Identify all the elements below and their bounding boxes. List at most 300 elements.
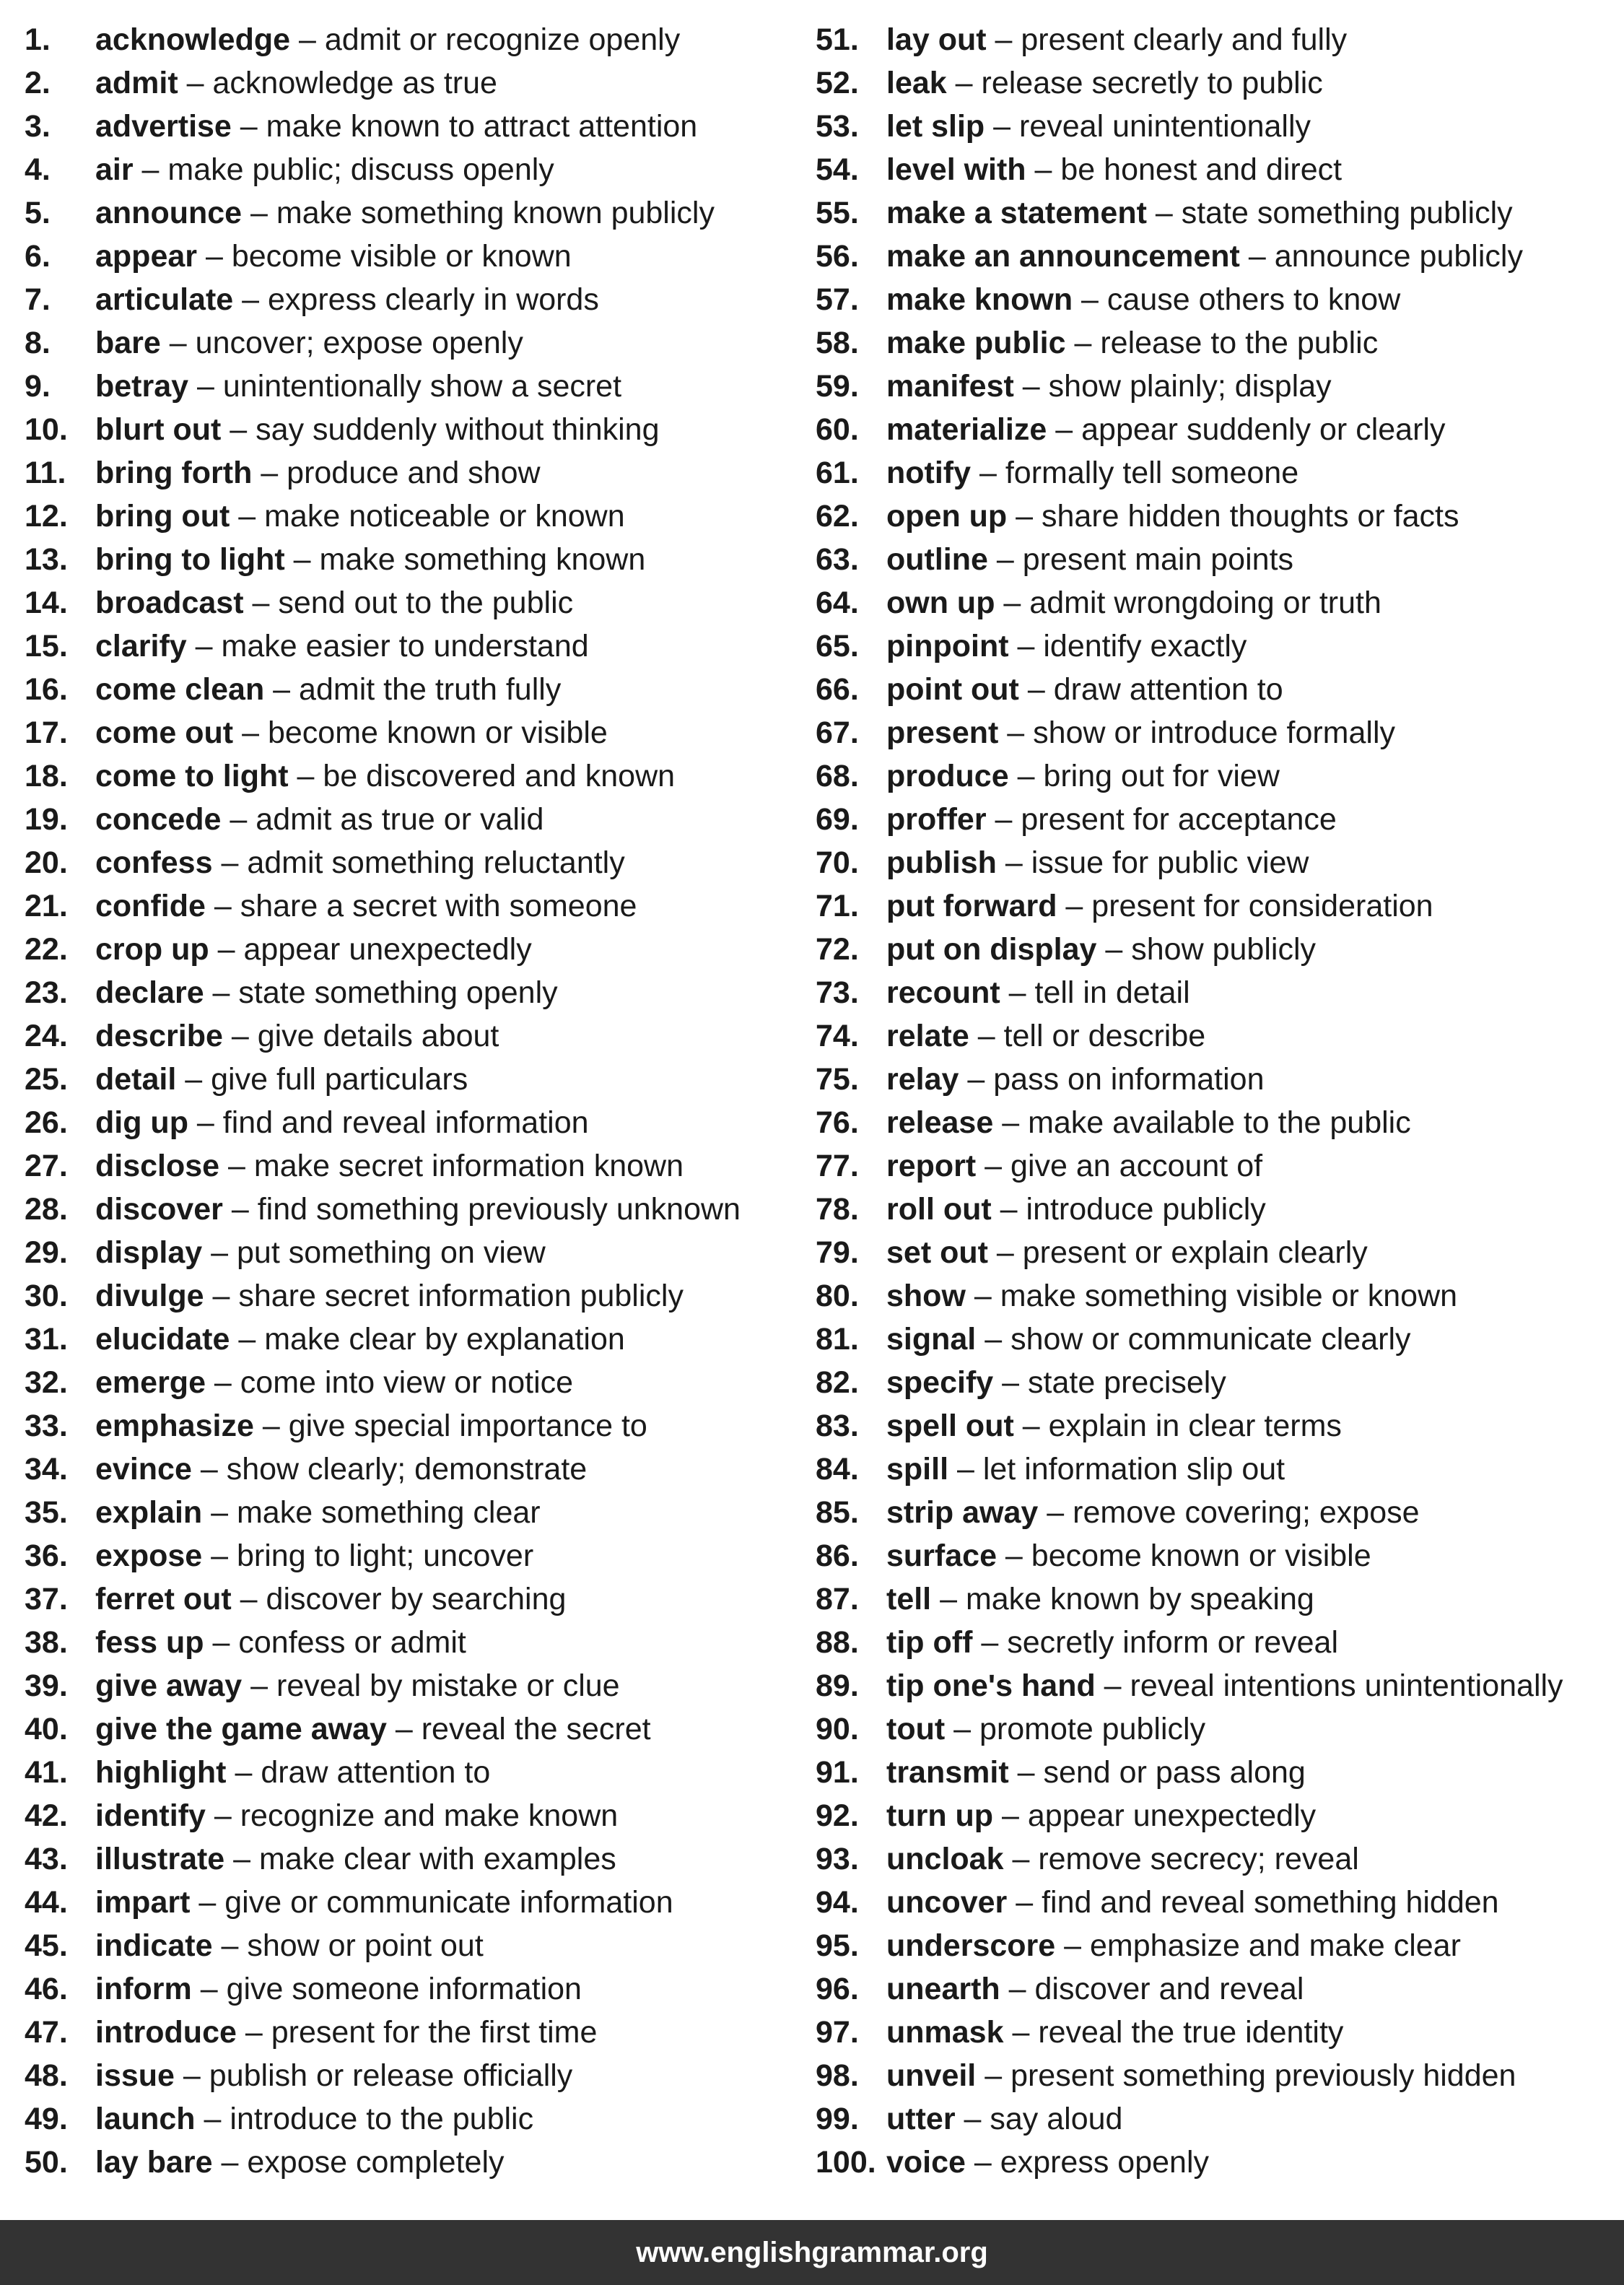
item-separator: – <box>965 1279 1000 1313</box>
item-number: 57. <box>816 282 859 317</box>
item-entry <box>886 148 1342 191</box>
item-term: proffer <box>886 802 987 837</box>
item-definition: introduce to the public <box>230 2102 534 2136</box>
item-entry <box>886 1188 1266 1231</box>
item-definition: make something clear <box>236 1495 541 1530</box>
item-definition: issue for public view <box>1031 845 1309 880</box>
item-entry <box>886 1448 1285 1491</box>
item-number: 26. <box>25 1105 68 1140</box>
item-term: illustrate <box>95 1842 225 1876</box>
item-definition: give an account of <box>1010 1149 1263 1183</box>
item-separator: – <box>1013 1409 1049 1443</box>
item-term: dig up <box>95 1105 188 1140</box>
item-number: 83. <box>816 1409 859 1443</box>
item-term: unveil <box>886 2058 977 2093</box>
item-definition: share a secret with someone <box>240 889 637 923</box>
item-number: 46. <box>25 1972 68 2006</box>
item-term: advertise <box>95 109 232 144</box>
item-entry <box>95 1274 684 1318</box>
list-item <box>25 321 811 365</box>
item-number: 68. <box>816 759 859 793</box>
item-number: 93. <box>816 1842 859 1876</box>
item-definition: express clearly in words <box>268 282 599 317</box>
item-separator: – <box>252 456 287 490</box>
item-separator: – <box>190 1885 225 1920</box>
item-entry <box>95 2097 533 2141</box>
item-term: spill <box>886 1452 949 1487</box>
item-entry <box>886 1144 1262 1188</box>
item-entry <box>95 538 645 581</box>
item-entry <box>95 1101 589 1144</box>
item-definition: make known by speaking <box>965 1582 1314 1616</box>
item-term: emerge <box>95 1365 206 1400</box>
item-separator: – <box>290 22 325 57</box>
item-separator: – <box>226 1755 261 1790</box>
item-entry <box>95 1794 618 1837</box>
item-definition: appear suddenly or clearly <box>1081 412 1446 447</box>
list-item <box>25 1664 811 1707</box>
item-term: confide <box>95 889 206 923</box>
item-definition: make clear with examples <box>259 1842 616 1876</box>
item-term: issue <box>95 2058 175 2093</box>
list-item <box>816 1967 1617 2011</box>
item-number: 30. <box>25 1279 68 1313</box>
item-number: 18. <box>25 759 68 793</box>
footer-website-link[interactable]: www.englishgrammar.org <box>636 2237 988 2268</box>
item-separator: – <box>205 889 240 923</box>
item-definition: make public; discuss openly <box>167 152 554 187</box>
item-term: display <box>95 1235 203 1270</box>
list-item <box>816 2054 1617 2097</box>
item-separator: – <box>965 2145 1000 2180</box>
item-separator: – <box>1000 1972 1035 2006</box>
item-number: 41. <box>25 1755 68 1790</box>
item-number: 62. <box>816 499 859 534</box>
item-definition: secretly inform or reveal <box>1007 1625 1339 1660</box>
list-item <box>25 971 811 1014</box>
item-separator: – <box>209 932 244 967</box>
list-item <box>816 278 1617 321</box>
item-number: 33. <box>25 1409 68 1443</box>
list-item <box>816 668 1617 711</box>
item-separator: – <box>242 196 276 230</box>
item-definition: confess or admit <box>238 1625 466 1660</box>
item-entry <box>95 1318 625 1361</box>
item-entry <box>886 1404 1342 1448</box>
item-entry <box>886 1837 1359 1881</box>
item-separator: – <box>233 715 268 750</box>
item-definition: present for the first time <box>271 2015 598 2050</box>
item-term: impart <box>95 1885 191 1920</box>
item-definition: give details about <box>257 1019 499 1053</box>
item-term: articulate <box>95 282 234 317</box>
item-number: 7. <box>25 282 51 317</box>
item-definition: let information slip out <box>982 1452 1285 1487</box>
item-separator: – <box>1013 369 1049 404</box>
list-item <box>25 2054 811 2097</box>
item-entry <box>886 2141 1209 2184</box>
item-separator: – <box>1096 932 1132 967</box>
item-number: 39. <box>25 1668 68 1703</box>
list-item <box>25 624 811 668</box>
item-definition: present clearly and fully <box>1021 22 1348 57</box>
list-item <box>816 928 1617 971</box>
item-term: uncloak <box>886 1842 1004 1876</box>
item-term: strip away <box>886 1495 1039 1530</box>
item-number: 3. <box>25 109 51 144</box>
item-number: 40. <box>25 1712 68 1746</box>
item-term: appear <box>95 239 198 274</box>
item-separator: – <box>1057 889 1092 923</box>
list-item <box>25 1014 811 1058</box>
item-entry <box>95 1534 533 1577</box>
item-entry <box>886 1534 1371 1577</box>
item-definition: present main points <box>1022 542 1294 577</box>
item-definition: produce and show <box>287 456 541 490</box>
item-entry <box>886 1231 1368 1274</box>
item-term: indicate <box>95 1928 213 1963</box>
item-separator: – <box>976 1149 1011 1183</box>
item-entry <box>886 2011 1343 2054</box>
item-number: 49. <box>25 2102 68 2136</box>
item-number: 69. <box>816 802 859 837</box>
item-entry <box>95 1491 541 1534</box>
item-separator: – <box>1000 975 1035 1010</box>
item-separator: – <box>202 1538 237 1573</box>
item-number: 27. <box>25 1149 68 1183</box>
item-separator: – <box>985 109 1020 144</box>
item-term: detail <box>95 1062 177 1097</box>
item-entry <box>886 235 1523 278</box>
item-entry <box>95 1751 490 1794</box>
item-term: surface <box>886 1538 997 1573</box>
item-definition: present or explain clearly <box>1022 1235 1368 1270</box>
item-number: 9. <box>25 369 51 404</box>
item-term: relate <box>886 1019 969 1053</box>
list-item <box>816 1577 1617 1621</box>
item-term: bring out <box>95 499 230 534</box>
item-separator: – <box>233 282 269 317</box>
item-entry <box>886 1707 1205 1751</box>
item-separator: – <box>205 1365 240 1400</box>
list-item <box>816 624 1617 668</box>
item-number: 50. <box>25 2145 68 2180</box>
item-term: materialize <box>886 412 1047 447</box>
list-item <box>25 191 811 235</box>
item-separator: – <box>242 1668 276 1703</box>
item-definition: find and reveal information <box>222 1105 589 1140</box>
item-separator: – <box>971 456 1005 490</box>
item-number: 73. <box>816 975 859 1010</box>
list-item <box>816 1188 1617 1231</box>
item-entry <box>95 61 497 105</box>
list-item <box>25 754 811 798</box>
item-definition: give special importance to <box>288 1409 647 1443</box>
item-definition: present for acceptance <box>1021 802 1337 837</box>
item-separator: – <box>212 845 248 880</box>
item-definition: find and reveal something hidden <box>1042 1885 1499 1920</box>
list-item <box>25 365 811 408</box>
item-term: outline <box>886 542 988 577</box>
item-separator: – <box>174 2058 209 2093</box>
list-item <box>25 1751 811 1794</box>
list-item <box>25 495 811 538</box>
item-separator: – <box>288 759 323 793</box>
item-separator: – <box>1047 412 1082 447</box>
list-item <box>25 1144 811 1188</box>
item-entry <box>886 971 1190 1014</box>
list-item <box>816 61 1617 105</box>
list-item <box>816 495 1617 538</box>
item-term: show <box>886 1279 966 1313</box>
item-definition: remove secrecy; reveal <box>1038 1842 1359 1876</box>
list-item <box>25 928 811 971</box>
list-item <box>25 2011 811 2054</box>
item-separator: – <box>1008 1755 1044 1790</box>
item-definition: appear unexpectedly <box>1027 1798 1317 1833</box>
item-separator: – <box>222 1019 258 1053</box>
list-item <box>816 321 1617 365</box>
item-definition: show or introduce formally <box>1033 715 1396 750</box>
list-item <box>816 451 1617 495</box>
item-definition: find something previously unknown <box>257 1192 741 1227</box>
item-separator: – <box>995 586 1030 620</box>
item-definition: show plainly; display <box>1048 369 1332 404</box>
item-separator: – <box>221 412 256 447</box>
item-term: spell out <box>886 1409 1014 1443</box>
item-definition: identify exactly <box>1043 629 1247 663</box>
item-separator: – <box>991 1192 1026 1227</box>
item-separator: – <box>222 1192 258 1227</box>
list-item <box>816 971 1617 1014</box>
item-definition: expose completely <box>247 2145 505 2180</box>
item-entry <box>95 1924 484 1967</box>
item-term: tip off <box>886 1625 973 1660</box>
item-term: bring forth <box>95 456 253 490</box>
item-entry <box>886 1924 1461 1967</box>
list-item <box>816 2011 1617 2054</box>
item-separator: – <box>202 1495 237 1530</box>
item-definition: make something visible or known <box>1000 1279 1458 1313</box>
item-separator: – <box>1007 1885 1042 1920</box>
footer-banner <box>0 2220 1624 2285</box>
item-definition: become known or visible <box>267 715 608 750</box>
item-entry <box>95 668 561 711</box>
list-item <box>25 1794 811 1837</box>
list-item <box>25 1534 811 1577</box>
item-number: 13. <box>25 542 68 577</box>
item-definition: admit as true or valid <box>256 802 544 837</box>
item-separator: – <box>955 2102 990 2136</box>
item-term: highlight <box>95 1755 227 1790</box>
item-entry <box>886 1794 1316 1837</box>
list-item <box>25 2097 811 2141</box>
list-item <box>816 148 1617 191</box>
list-item <box>816 1058 1617 1101</box>
item-separator: – <box>1065 326 1101 360</box>
item-separator: – <box>987 1235 1023 1270</box>
item-separator: – <box>986 802 1021 837</box>
item-separator: – <box>386 1712 422 1746</box>
item-entry <box>886 884 1433 928</box>
item-separator: – <box>1018 672 1054 707</box>
item-entry <box>95 1664 620 1707</box>
item-entry <box>95 1404 647 1448</box>
item-number: 76. <box>816 1105 859 1140</box>
item-entry <box>95 408 660 451</box>
item-number: 86. <box>816 1538 859 1573</box>
item-entry <box>95 1058 468 1101</box>
item-entry <box>886 624 1247 668</box>
item-term: declare <box>95 975 204 1010</box>
item-term: identify <box>95 1798 206 1833</box>
item-number: 36. <box>25 1538 68 1573</box>
item-separator: – <box>160 326 196 360</box>
item-term: ferret out <box>95 1582 232 1616</box>
item-separator: – <box>230 1322 265 1357</box>
item-number: 31. <box>25 1322 68 1357</box>
item-definition: admit the truth fully <box>299 672 562 707</box>
list-item <box>816 884 1617 928</box>
item-definition: draw attention to <box>1053 672 1283 707</box>
list-item <box>25 884 811 928</box>
item-entry <box>886 754 1280 798</box>
item-term: tell <box>886 1582 932 1616</box>
item-entry <box>95 1014 499 1058</box>
item-entry <box>95 1837 616 1881</box>
item-separator: – <box>133 152 168 187</box>
item-separator: – <box>243 586 279 620</box>
item-entry <box>886 1577 1314 1621</box>
item-term: uncover <box>886 1885 1008 1920</box>
item-entry <box>95 235 572 278</box>
item-number: 52. <box>816 66 859 100</box>
item-entry <box>95 798 543 841</box>
item-number: 48. <box>25 2058 68 2093</box>
item-term: give away <box>95 1668 243 1703</box>
item-definition: show or point out <box>247 1928 484 1963</box>
item-separator: – <box>1008 629 1044 663</box>
item-definition: be honest and direct <box>1060 152 1343 187</box>
item-definition: pass on information <box>993 1062 1265 1097</box>
item-separator: – <box>996 845 1031 880</box>
list-item <box>816 191 1617 235</box>
item-definition: tell or describe <box>1003 1019 1206 1053</box>
item-separator: – <box>1008 759 1044 793</box>
item-term: announce <box>95 196 243 230</box>
item-entry <box>95 1881 673 1924</box>
item-separator: – <box>284 542 320 577</box>
item-entry <box>886 581 1381 624</box>
item-separator: – <box>231 1582 266 1616</box>
item-term: make known <box>886 282 1073 317</box>
list-item <box>25 1967 811 2011</box>
item-separator: – <box>253 1409 289 1443</box>
item-definition: share secret information publicly <box>238 1279 684 1313</box>
item-term: manifest <box>886 369 1014 404</box>
item-separator: – <box>1239 239 1275 274</box>
list-item <box>816 1274 1617 1318</box>
list-item <box>25 1188 811 1231</box>
item-definition: reveal by mistake or clue <box>276 1668 620 1703</box>
item-entry <box>95 2054 572 2097</box>
item-number: 89. <box>816 1668 859 1703</box>
item-number: 44. <box>25 1885 68 1920</box>
item-separator: – <box>1003 1842 1039 1876</box>
item-number: 61. <box>816 456 859 490</box>
item-definition: discover and reveal <box>1034 1972 1304 2006</box>
item-number: 47. <box>25 2015 68 2050</box>
item-number: 81. <box>816 1322 859 1357</box>
list-item <box>816 1448 1617 1491</box>
item-entry <box>95 495 625 538</box>
list-item <box>25 1577 811 1621</box>
item-term: broadcast <box>95 586 244 620</box>
item-term: elucidate <box>95 1322 230 1357</box>
item-term: put forward <box>886 889 1057 923</box>
list-item <box>816 1101 1617 1144</box>
list-item <box>25 1101 811 1144</box>
item-entry <box>95 624 589 668</box>
item-definition: bring out for view <box>1043 759 1280 793</box>
item-definition: make noticeable or known <box>264 499 625 534</box>
item-term: voice <box>886 2145 966 2180</box>
list-item <box>816 1751 1617 1794</box>
item-separator: – <box>998 715 1034 750</box>
item-term: bring to light <box>95 542 285 577</box>
item-term: give the game away <box>95 1712 387 1746</box>
item-number: 35. <box>25 1495 68 1530</box>
list-item <box>816 408 1617 451</box>
item-term: fess up <box>95 1625 204 1660</box>
list-item <box>25 1318 811 1361</box>
item-term: lay out <box>886 22 987 57</box>
item-term: utter <box>886 2102 956 2136</box>
list-item <box>25 798 811 841</box>
item-entry <box>886 18 1347 61</box>
item-number: 67. <box>816 715 859 750</box>
list-item <box>25 235 811 278</box>
item-definition: emphasize and make clear <box>1090 1928 1461 1963</box>
item-number: 74. <box>816 1019 859 1053</box>
item-term: admit <box>95 66 178 100</box>
list-item <box>25 668 811 711</box>
item-term: pinpoint <box>886 629 1009 663</box>
item-definition: state something openly <box>238 975 558 1010</box>
item-number: 25. <box>25 1062 68 1097</box>
item-number: 87. <box>816 1582 859 1616</box>
item-number: 11. <box>25 456 66 490</box>
item-definition: make something known publicly <box>276 196 715 230</box>
item-separator: – <box>236 2015 271 2050</box>
list-item <box>816 1707 1617 1751</box>
item-definition: formally tell someone <box>1005 456 1299 490</box>
item-definition: reveal the true identity <box>1038 2015 1344 2050</box>
item-entry <box>886 1881 1499 1924</box>
item-entry <box>886 1751 1306 1794</box>
list-item <box>816 1534 1617 1577</box>
item-entry <box>886 408 1445 451</box>
item-number: 34. <box>25 1452 68 1487</box>
item-term: lay bare <box>95 2145 213 2180</box>
item-term: unearth <box>886 1972 1000 2006</box>
item-term: publish <box>886 845 997 880</box>
item-term: turn up <box>886 1798 994 1833</box>
item-separator: – <box>1038 1495 1073 1530</box>
item-separator: – <box>1007 499 1042 534</box>
item-definition: state something publicly <box>1181 196 1513 230</box>
list-item <box>816 1881 1617 1924</box>
